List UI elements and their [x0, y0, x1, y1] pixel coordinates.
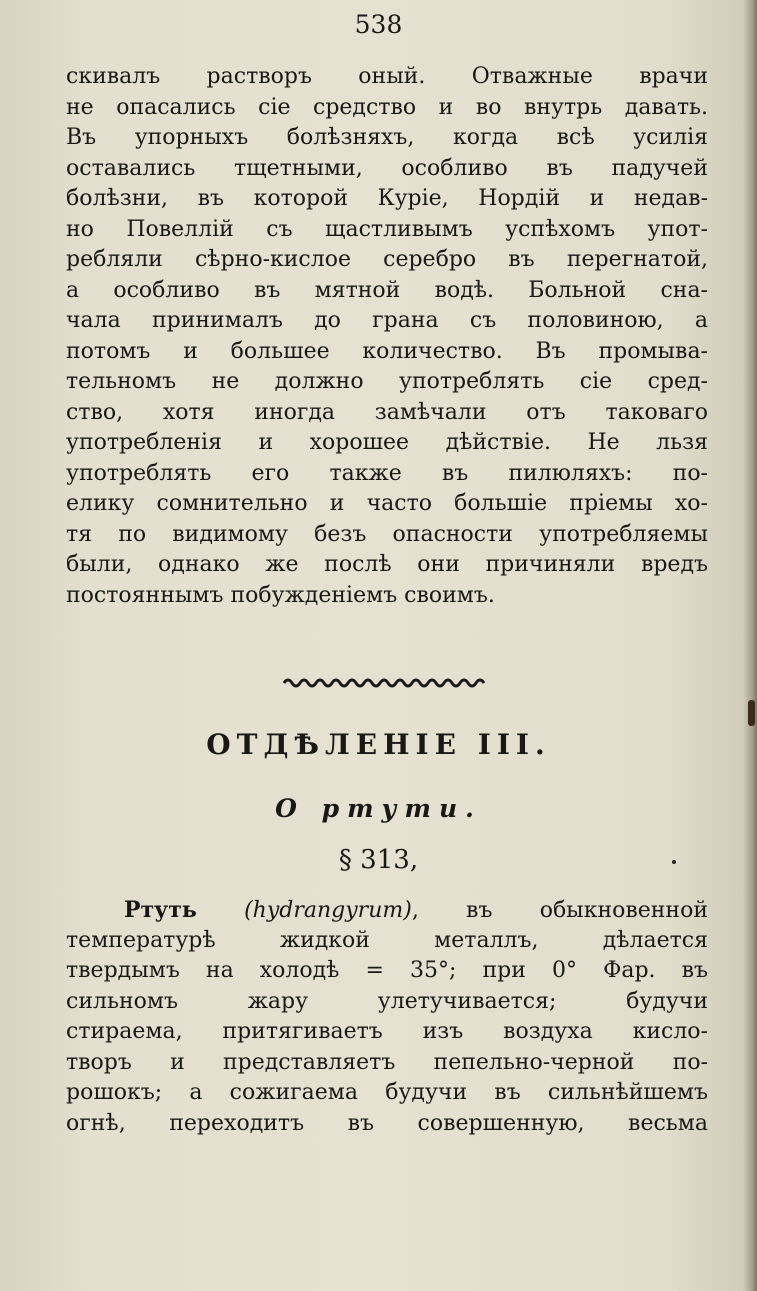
paragraph-mercury	[66, 895, 708, 1139]
text-line: но Повеллій съ щастливымъ успѣхомъ упот-	[66, 216, 708, 242]
text-line: сильномъ жару улетучивается; будучи	[66, 988, 708, 1014]
text-line: творъ и представляетъ пепельно-черной по-	[66, 1049, 708, 1075]
latin-term: (hydrangyrum)	[244, 898, 412, 923]
section-divider-ornament	[282, 675, 488, 691]
text-line: оставались тщетными, особливо въ падучей	[66, 155, 708, 181]
paragraph-first-word: Ртуть	[124, 897, 197, 923]
text-line: болѣзни, въ которой Куріе, Нордій и недав-	[66, 186, 708, 211]
text-fragment: , въ обыкновенной	[411, 898, 708, 923]
section-title: ОТДѢЛЕНІЕ III.	[206, 728, 551, 761]
text-line: Въ упорныхъ болѣзняхъ, когда всѣ усилія	[66, 125, 708, 150]
text-line: тельномъ не должно употреблять сіе сред-	[66, 369, 708, 394]
text-line: потомъ и большее количество. Въ промыва-	[66, 338, 708, 364]
paragraph-number: § 313,	[338, 845, 419, 875]
text-line: ство, хотя иногда замѣчали отъ таковаго	[66, 399, 708, 425]
text-line: употреблять его также въ пилюляхъ: по-	[66, 460, 708, 486]
section-subtitle: О ртути.	[275, 794, 482, 823]
text-line: тя по видимому безъ опасности употребляемы	[66, 521, 708, 547]
page-edge-mark	[748, 700, 755, 726]
text-line: скивалъ растворъ оный. Отважные врачи	[66, 64, 708, 89]
text-line: рошокъ; а сожигаема будучи въ сильнѣйшемъ	[66, 1080, 708, 1105]
text-line: стираема, притягиваетъ изъ воздуха кисло-	[66, 1019, 708, 1044]
print-speck	[672, 860, 676, 864]
text-line: а особливо въ мятной водѣ. Больной сна-	[66, 277, 708, 303]
text-line: чала принималъ до грана съ половиною, а	[66, 308, 708, 333]
text-line: огнѣ, переходитъ въ совершенную, весьма	[66, 1110, 708, 1136]
book-spine-shadow	[743, 0, 757, 1291]
text-line: не опасались сіе средство и во внутрь давать.	[66, 94, 708, 120]
text-line: были, однако же послѣ они причиняли вредъ	[66, 552, 708, 577]
text-line: постояннымъ побужденіемъ своимъ.	[66, 582, 495, 608]
page-number: 538	[354, 10, 403, 39]
text-line: елику сомнительно и часто большіе пріемы хо-	[66, 491, 708, 516]
text-line: употребленія и хорошее дѣйствіе. Не льзя	[66, 430, 708, 455]
paragraph-continuation	[66, 62, 708, 611]
text-line: ребляли сѣрно-кислое серебро въ перегнатой,	[66, 247, 708, 272]
text-line-first	[66, 895, 708, 926]
text-line: твердымъ на холодѣ = 35°; при 0° Фар. въ	[66, 958, 708, 983]
text-line: температурѣ жидкой металлъ, дѣлается	[66, 927, 708, 953]
